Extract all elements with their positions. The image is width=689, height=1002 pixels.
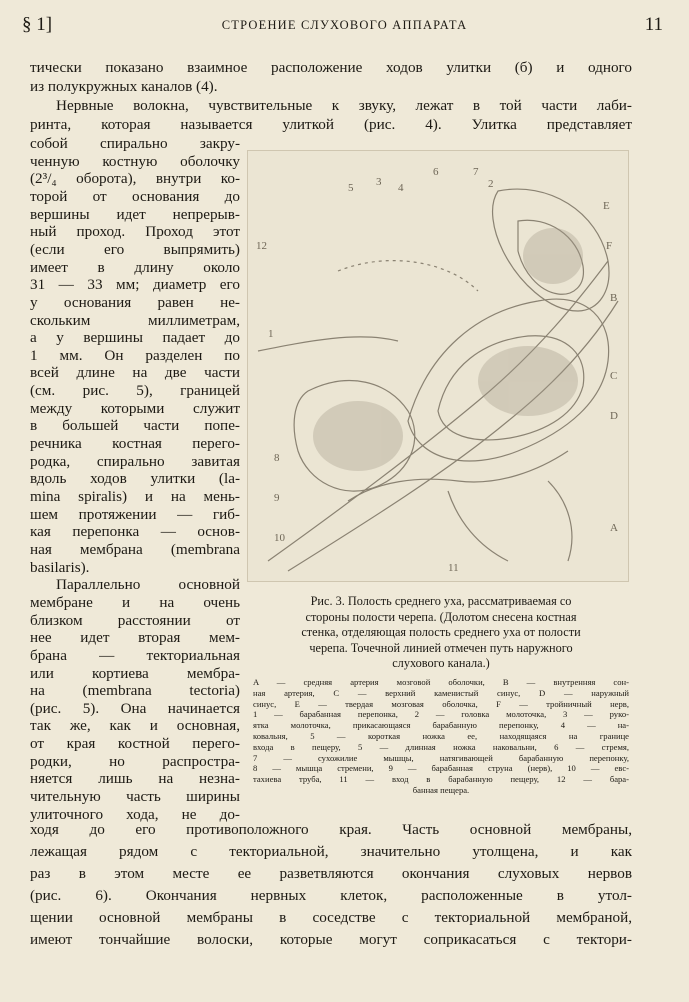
column-text-line: ный проход. Проход этот (30, 223, 240, 241)
figure-caption-line: стенка, отделяющая полость среднего уха от полости (301, 625, 581, 639)
text-line: имеют тончайшие волоски, которые могут соприкасаться с тектори- (30, 931, 632, 948)
column-text-line: шем протяжении — гиб- (30, 505, 240, 523)
text-line: из полукружных каналов (4). (30, 78, 218, 95)
figure-legend-line: 7 — сухожилие мышцы, натягивающей барабанную перепонку, (253, 752, 629, 763)
figure-legend-line: 1 — барабанная перепонка, 2 — головка молоточка, 3 — руко- (253, 709, 629, 720)
figure-caption-line: стороны полости черепа. (Долотом снесена костная (305, 609, 577, 624)
column-text-line: у основания равен не- (30, 293, 240, 311)
middle-ear-illustration (248, 151, 628, 581)
column-text-line: 31 — 33 мм; диаметр его (30, 276, 240, 294)
column-text-line: родка, спирально завитая (30, 452, 240, 470)
figure-label: 8 (274, 452, 280, 464)
section-number: § 1] (22, 14, 53, 35)
figure-label: 2 (488, 178, 494, 190)
figure-label: D (610, 410, 618, 422)
figure-legend-line: банная пещера. (412, 785, 470, 795)
column-text-line: брана — текториальная (30, 646, 240, 664)
column-text-line: вершины идет непрерыв- (30, 205, 240, 223)
figure-label: 10 (274, 532, 285, 544)
figure-legend-line: ная артерия, C — верхний каменистый синус, D — наружный (253, 687, 629, 698)
figure-middle-ear-image (247, 150, 629, 582)
column-text-line: торой от основания до (30, 187, 240, 205)
column-text-line: или кортиева мембра- (30, 664, 240, 682)
figure-label: E (603, 200, 610, 212)
figure-legend-line: входа в пещеру, 5 — длинная ножка наковальни, 6 — стремя, (253, 741, 629, 752)
text-line: (рис. 6). Окончания нервных клеток, расположенные в утол- (30, 887, 632, 904)
figure-label: 5 (348, 182, 354, 194)
column-text-line: в большей части попе- (30, 417, 240, 435)
text-line: тически показано взаимное расположение ходов улитки (б) и одного (30, 59, 632, 76)
column-text-line: (2³/₄ оборота), внутри ко- (30, 170, 240, 188)
figure-label: 1 (268, 328, 274, 340)
figure-caption-line: черепа. Точечной линией отмечен путь наружного (309, 640, 573, 655)
figure-label: A (610, 522, 618, 534)
figure-legend-line: синус, E — твердая мозговая оболочка, F — тройничный нерв, (253, 698, 629, 709)
figure-caption-line: Рис. 3. Полость среднего уха, рассматриваемая со (310, 594, 572, 608)
column-text-line: от края костной перего- (30, 735, 240, 753)
column-text-line: (см. рис. 5), границей (30, 382, 240, 400)
figure-label: 12 (256, 240, 267, 252)
column-text-line: ная мембрана (membrana (30, 541, 240, 558)
figure-legend-line: ятка молоточка, прикасающаяся барабанную перепонку, 4 — на- (253, 720, 629, 731)
column-text-line: родки, но распростра- (30, 752, 240, 770)
figure-caption-line: слухового канала.) (392, 656, 490, 670)
figure-label: F (606, 240, 613, 252)
column-text-line: так же, как и основная, (30, 717, 240, 735)
column-text-line: Параллельно основной (56, 576, 240, 594)
column-text-line: а у вершины падает до (30, 329, 240, 347)
column-text-line: mina spiralis) и на мень- (30, 488, 240, 505)
column-text-line: между которыми служит (30, 399, 240, 417)
text-line: ринта, которая называется улиткой (рис. 4). Улитка представляет (30, 116, 632, 133)
column-text-line: собой спирально закру- (30, 135, 240, 152)
figure-legend-line: тахиева труба, 11 — вход в барабанную пещеру, 12 — бара- (253, 774, 629, 785)
column-text-line: мембране и на очень (30, 593, 240, 611)
figure-label: 6 (433, 166, 439, 178)
column-text-line: на (membrana tectoria) (30, 682, 240, 700)
column-text-line: всей длине на две части (30, 364, 240, 382)
page-number: 11 (644, 14, 663, 35)
figure-label: B (610, 292, 618, 304)
running-header (22, 14, 667, 40)
column-text-line: скольким миллиметрам, (30, 311, 240, 329)
column-text-line: чительную часть ширины (30, 788, 240, 805)
column-text-line: няется лишь на незна- (30, 770, 240, 788)
figure-legend-line: ковальня, 5 — короткая ножка ее, находящаяся на границе (253, 731, 629, 741)
figure-legend-line: A — средняя артерия мозговой оболочки, B — внутренняя сон- (253, 677, 629, 687)
figure-legend-line: 8 — мышца стремени, 9 — барабанная струна (нерв), 10 — евс- (253, 763, 629, 774)
figure-label: 9 (274, 492, 280, 504)
text-line: лежащая рядом с текториальной, значительно утолщена, и как (30, 843, 632, 860)
text-line: Нервные волокна, чувствительные к звуку, лежат в той части лаби- (56, 97, 632, 114)
column-text-line: близком расстоянии от (30, 611, 240, 629)
column-text-line: улиточного хода, не до- (30, 805, 240, 823)
column-text-line: кая перепонка — основ- (30, 523, 240, 541)
column-text-line: имеет в длину около (30, 258, 240, 276)
figure-label: 11 (448, 562, 459, 574)
text-line: раз в этом месте ее разветвляются окончания слуховых нервов (30, 865, 632, 882)
text-line: ходя до его противоположного края. Часть основной мембраны, (30, 821, 632, 838)
column-text-line: речника костная перего- (30, 435, 240, 452)
figure-label: 4 (398, 182, 404, 194)
column-text-line: нее идет вторая мем- (30, 629, 240, 647)
column-text-line: basilaris). (30, 558, 90, 576)
text-line: щении основной мембраны в соседстве с текториальной мембраной, (30, 909, 632, 926)
column-text-line: (если его выпрямить) (30, 240, 240, 258)
figure-label: 7 (473, 166, 479, 178)
figure-label: 3 (376, 176, 382, 188)
column-text-line: вдоль ходов улитки (la- (30, 470, 240, 488)
column-text-line: (рис. 5). Она начинается (30, 699, 240, 717)
column-text-line: 1 мм. Он разделен по (30, 346, 240, 364)
figure-label: C (610, 370, 618, 382)
running-title: СТРОЕНИЕ СЛУХОВОГО АППАРАТА (221, 18, 468, 32)
column-text-line: ченную костную оболочку (30, 152, 240, 170)
